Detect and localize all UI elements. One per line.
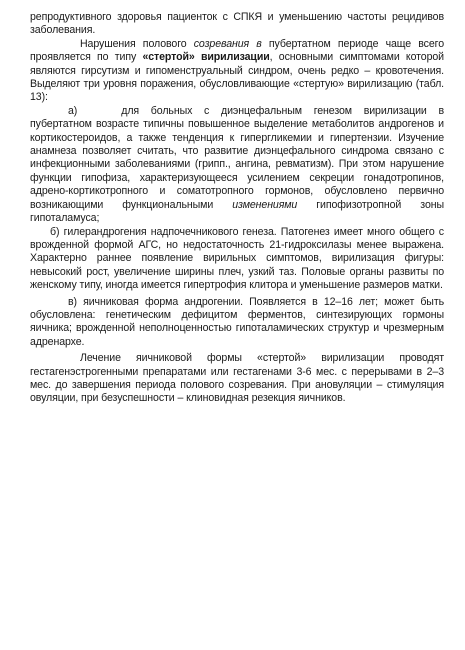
- paragraph-text: для больных с диэнцефальным генезом вирилизации в пубертатном возрасте типичны повышенное выделение метаболитов андрогенов и кортикостероидов, а также тенденция к гипергликемии и гипертензии. Изучение анамнеза позволяет считать, что развитие диэнцефального синдрома связано с инфекционными заболеваниями (грипп., ангина, ревматизм). При этом нарушение функции гипофиза, характеризующееся усилением секреции гонадотропинов, адрено-кортикотропного и соматотропного гормонов, обусловлено первично возникающими функциональными: [30, 104, 444, 211]
- paragraph-text: Лечение яичниковой формы «стертой» вирилизации проводят гестагенэстрогенными препаратами или гестагенами 3-6 мес. с перерывами в 2–3 мес. до завершения периода полового созревания. При ановуляции – стимуляция овуляции, при безуспешности – клиновидная резекция яичников.: [30, 352, 444, 405]
- paragraph-treatment: [30, 352, 444, 406]
- paragraph-text: Нарушения полового: [80, 37, 194, 50]
- paragraph-text: гипофизотропной зоны гипоталамуса;: [30, 198, 444, 225]
- paragraph-puberty-disorders: [30, 38, 444, 105]
- paragraph-text: пубертатном периоде чаще всего проявляется по типу: [30, 37, 444, 64]
- list-marker: а): [68, 104, 78, 117]
- emphasis-text: изменениями: [232, 198, 298, 211]
- paragraph-text: репродуктивного здоровья пациенток с СПКЯ и уменьшению частоты рецидивов заболевания.: [30, 11, 444, 37]
- document-body: [30, 11, 444, 406]
- list-item-c: [30, 296, 444, 350]
- list-item-b: [30, 226, 444, 293]
- paragraph-text: , основными симптомами которой являются гирсутизм и гипоменструальный синдром, очень редко – кровотечения. Выделяют три уровня поражения, обусловливающие «стертую» вирилизацию (табл. 13):: [30, 51, 444, 104]
- list-item-a: [30, 105, 444, 226]
- paragraph-continuation: [30, 11, 444, 38]
- paragraph-text: в) яичниковая форма андрогении. Появляется в 12–16 лет; может быть обусловлена: генетическим дефицитом ферментов, синтезирующих гормоны яичника; врожденной неполноценностью гипоталамических структур и чрезмерным адренархе.: [30, 295, 444, 348]
- emphasis-text: созревания в: [193, 37, 262, 50]
- bold-term: «стертой» вирилизации: [142, 51, 270, 64]
- paragraph-text: б) гилерандрогения надпочечникового генеза. Патогенез имеет много общего с врожденной формой АГС, но недостаточность 21-гидроксилазы менее выражена. Характерно раннее появление вирильных симптомов, вирилизация фигуры: невысокий рост, увеличение ширины плеч, узкий таз. Половые органы развиты по женскому типу, иногда имеется гипертрофия клитора и уменьшение размеров матки.: [30, 225, 444, 292]
